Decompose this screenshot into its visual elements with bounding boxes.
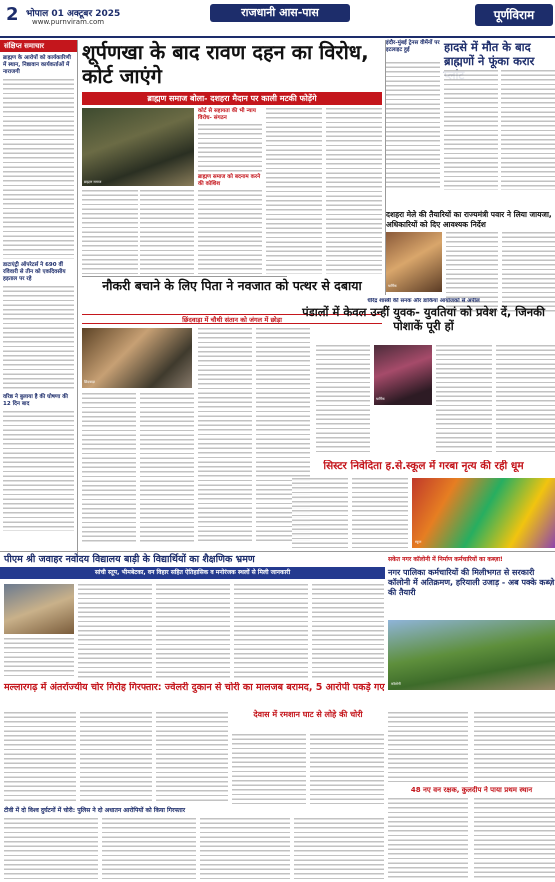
sidebar-title: संक्षिप्त समाचार — [4, 42, 44, 50]
colony-photo-caption: कॉलोनी — [391, 682, 401, 686]
divider-row-1 — [82, 276, 287, 277]
forest-guard-col-2 — [474, 798, 555, 880]
colony-strip-text: सकेत नगर कॉलोनी में निर्माण कर्मचारियों का कब्ज़ा! — [388, 556, 503, 563]
page-number: 2 — [6, 4, 19, 25]
section-banner — [210, 4, 350, 22]
newborn-col-3 — [198, 328, 252, 543]
lead-col-5 — [326, 108, 382, 274]
brand-name: पूर्णविराम — [493, 8, 535, 22]
newborn-subheadline: छिंदवाड़ा में चौथी संतान को जंगल में छोड़ा — [182, 316, 282, 324]
school-trip-col-4 — [234, 584, 308, 678]
dress-code-photo-caption: धार्मिक — [376, 397, 385, 401]
colony-col-2 — [474, 712, 555, 782]
school-trip-col-5 — [312, 584, 384, 678]
sidebar-story-2-title: डाटाएंट्री ऑपरेटर्स ने 690 वीं रविवारी से तीन को एकदिवसीय हड़ताल पर रहे — [3, 262, 66, 282]
lead-col-3 — [198, 124, 262, 172]
right-top-story — [386, 40, 555, 210]
school-trip-subheadline: सांची स्तूप, भीमबेटका, वन विहार सहित ऐतिहासिक व मनोरंजक स्थलों से मिली जानकारी — [94, 569, 291, 576]
tv-theft-col-4 — [294, 818, 384, 880]
right-photo-caption: धार्मिक — [388, 284, 397, 288]
tv-theft-col-3 — [200, 818, 290, 880]
cemetery-headline: देवास में रमशान घाट से लोहे की चोरी — [253, 710, 363, 719]
newborn-photo-caption: छिंदवाड़ा — [84, 380, 95, 384]
sidebar-story-1-title: ब्राह्मण के आरोपों को कार्यकारिणी में स्थान, निष्ठावान कार्यकर्ताओं में नाराजगी — [3, 55, 71, 75]
sidebar — [0, 40, 78, 555]
garba-headline: सिस्टर निवेदिता ह.से.स्कूल में गरबा नृत्य की रही धूम — [323, 460, 524, 472]
divider-col-1 — [385, 40, 386, 295]
dress-code-headline: पंडालों में केवल उन्हीं युवक- युवतियां को प्रवेश दें, जिनकी पोशाकें पूरी हों — [302, 305, 545, 333]
garba-col-1 — [292, 478, 348, 548]
cemetery-col-2 — [310, 734, 384, 804]
school-trip-headline: पीएम श्री जवाहर नवोदय विद्यालय बाड़ी के विद्यार्थियों का शैक्षणिक भ्रमण — [4, 554, 255, 565]
story-garba — [292, 460, 555, 550]
sidebar-story-2-body — [3, 286, 74, 391]
sidebar-story-3-title: वरिष्ठ ने बुलाया है की घोषणा की 12 दिन बाद — [3, 394, 68, 407]
sidebar-story-1-body — [3, 79, 74, 259]
dress-code-photo — [374, 345, 432, 405]
colony-col-1 — [388, 712, 468, 782]
dress-code-col-1 — [316, 345, 370, 455]
colony-strip — [388, 553, 555, 567]
theft-headline: मल्लारगढ़ में अंतर्राज्यीय चोर गिरोह गिरफ्तार: ज्वेलरी दुकान से चोरी का मालजब बरामद, 5 आरोपी पकड़े गए — [4, 682, 385, 693]
theft-col-2 — [80, 712, 152, 802]
newborn-headline: नौकरी बचाने के लिए पिता ने नवजात को पत्थर से दबाया — [102, 278, 362, 293]
right-subhead: दशहरा मेले की तैयारियों का राज्यमंत्री पवार ने लिया जायजा, अधिकारियों को दिए आवश्यक निर्देश — [386, 210, 552, 229]
theft-col-3 — [156, 712, 228, 802]
masthead — [0, 0, 555, 38]
school-trip-strip — [0, 553, 385, 581]
lead-col-3b — [198, 190, 262, 274]
theft-story — [0, 682, 385, 882]
dress-code-col-3 — [496, 345, 555, 455]
school-trip-col-1 — [4, 638, 74, 678]
forest-guard-headline: 48 नए वन रक्षक, कुलदीप ने पाया प्रथम स्थान — [410, 786, 533, 794]
lead-photo-effigy — [82, 108, 194, 186]
newborn-col-1 — [82, 393, 136, 543]
colony-headline: नगर पालिका कर्मचारियों की मिलीभगत से सरकारी कॉलोनी में अतिक्रमण, हरियाली उजाड़ - अब पक्के कब्ज़े की तैयारी — [388, 568, 555, 597]
lead-subheadline-bar — [82, 92, 382, 105]
brand-logo — [475, 4, 553, 26]
school-trip-subbar — [0, 567, 385, 579]
colony-story — [388, 568, 555, 708]
tv-theft-headline: टीवी में दो विश्व दुर्घटनों में चोरी: पुलिस ने दो अधातन आरोपियों को किया गिरफ्तार — [4, 807, 186, 814]
sidebar-header — [0, 40, 77, 52]
divider-row-2 — [0, 551, 555, 552]
lead-col-3-head: कोर्ट से सहायता की भी न्याय विरोध- संगठन — [198, 108, 256, 121]
garba-col-2 — [352, 478, 408, 548]
right-top-pretitle: इंदौर-मुंबई ट्रेनस वीमेंनों पर इटलाइट हुई — [386, 40, 440, 53]
site-url[interactable]: www.purnviram.com — [32, 18, 105, 26]
issue-date: भोपाल 01 अक्टूबर 2025 — [26, 9, 121, 19]
lead-col-1 — [82, 190, 138, 274]
newborn-col-2 — [140, 393, 194, 543]
lead-col-2 — [140, 190, 194, 274]
school-trip-col-2 — [78, 584, 152, 678]
newborn-photo — [82, 328, 192, 388]
right-top-col-1 — [386, 62, 440, 190]
lead-col-4 — [266, 108, 322, 274]
tv-theft-col-1 — [4, 818, 98, 880]
theft-col-1 — [4, 712, 76, 802]
right-top-headline: हादसे में मौत के बाद ब्राह्मणों ने फूंका करार — [444, 40, 535, 68]
sidebar-story-3-body — [3, 411, 74, 531]
lead-subheadline: ब्राह्मण समाज बोला- दशहरा मैदान पर काली मटकी फोड़ेंगे — [147, 94, 317, 103]
right-photo-fair — [386, 232, 442, 292]
dress-code-col-2 — [436, 345, 492, 455]
lead-col-3-subhead: ब्राह्मण समाज को बदनाम करने की कोशिश — [198, 174, 261, 187]
school-trip-col-3 — [156, 584, 230, 678]
garba-photo — [412, 478, 555, 548]
lead-story — [82, 40, 382, 275]
tv-theft-col-2 — [102, 818, 196, 880]
forest-guard-col-1 — [388, 798, 468, 880]
lead-headline: शूर्पणखा के बाद रावण दहन का विरोध, कोर्ट जाएंगे — [82, 40, 369, 88]
cemetery-col-1 — [232, 734, 306, 804]
dress-code-pretitle: धीरेंद्र शास्त्री की सनक और डाकिया आयोजकों से अपील — [367, 298, 480, 304]
colony-photo — [388, 620, 555, 690]
lead-photo-caption: ब्राह्मण समाज — [84, 180, 102, 184]
right-top-col-3 — [501, 70, 555, 190]
section-title: राजधानी आस-पास — [241, 6, 319, 19]
school-trip-photo — [4, 584, 74, 634]
garba-photo-caption: स्कूल — [415, 540, 422, 544]
right-top-col-2 — [444, 70, 498, 190]
